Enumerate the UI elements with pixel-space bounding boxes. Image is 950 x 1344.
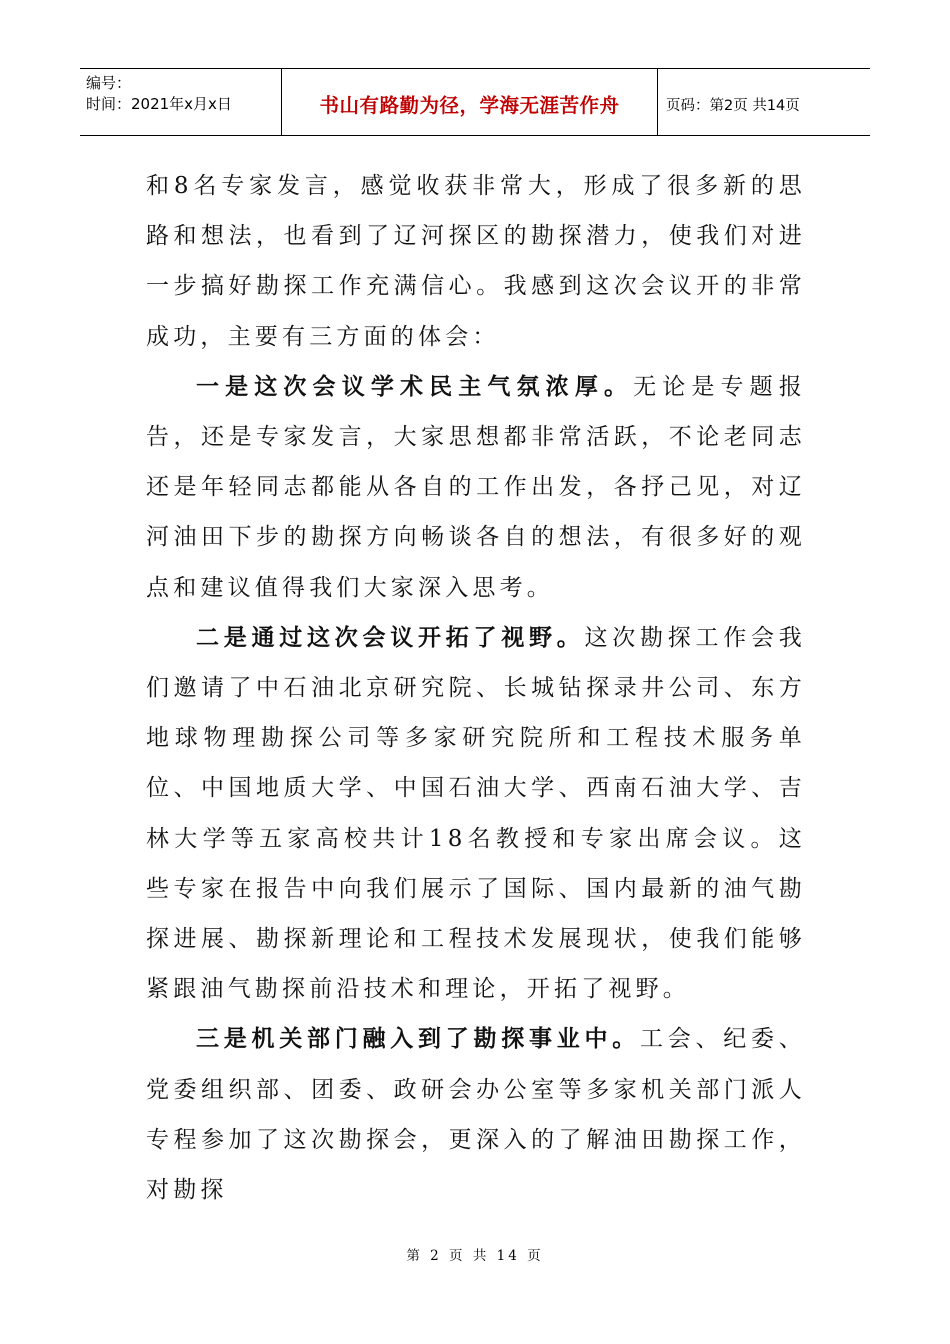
header-slogan: 书山有路勤为径，学海无涯苦作舟 <box>319 94 620 117</box>
footer-page-number: 第 2 页 共 14 页 <box>406 1248 544 1264</box>
header-meta <box>80 69 282 135</box>
body-paragraph <box>146 1014 806 1215</box>
body-paragraph <box>146 613 806 1015</box>
paragraph-text: 工会、纪委、党委组织部、团委、政研会办公室等多家机关部门派人专程参加了这次勘探会，更深入的了解油田勘探工作，对勘探 <box>146 1026 807 1204</box>
paragraph-text: 无论是专题报告，还是专家发言，大家思想都非常活跃，不论老同志还是年轻同志都能从各自的工作出发，各抒己见，对辽河油田下步的勘探方向畅谈各自的想法，有很多好的观点和建议值得我们大家深入思考。 <box>146 373 807 601</box>
header-page-info: 页码：第2页 共14页 <box>666 97 800 114</box>
document-number-label: 编号： <box>86 74 132 92</box>
header-page-info-cell <box>658 69 870 135</box>
paragraph-lead-heading: 二是通过这次会议开拓了视野。 <box>196 623 585 651</box>
paragraph-lead-heading: 一是这次会议学术民主气氛浓厚。 <box>196 372 634 400</box>
header-slogan-cell <box>282 69 658 135</box>
paragraph-lead-heading: 三是机关部门融入到了勘探事业中。 <box>196 1025 641 1053</box>
paragraph-text: 这次勘探工作会我们邀请了中石油北京研究院、长城钻探录井公司、东方地球物理勘探公司等多家研究院所和工程技术服务单位、中国地质大学、中国石油大学、西南石油大学、吉林大学等五家高校共计18名教授和专家出席会议。这些专家在报告中向我们展示了国际、国内最新的油气勘探进展、勘探新理论和工程技术发展现状，使我们能够紧跟油气勘探前沿技术和理论，开拓了视野。 <box>146 624 806 1003</box>
document-body <box>146 161 806 1215</box>
body-paragraph <box>146 362 806 613</box>
document-header <box>80 68 870 136</box>
paragraph-text: 和8名专家发言，感觉收获非常大，形成了很多新的思路和想法，也看到了辽河探区的勘探潜力，使我们对进一步搞好勘探工作充满信心。我感到这次会议开的非常成功，主要有三方面的体会： <box>146 173 806 350</box>
document-time-label: 时间：2021年x月x日 <box>86 95 232 113</box>
body-paragraph <box>146 161 806 362</box>
page-footer <box>0 1244 950 1264</box>
